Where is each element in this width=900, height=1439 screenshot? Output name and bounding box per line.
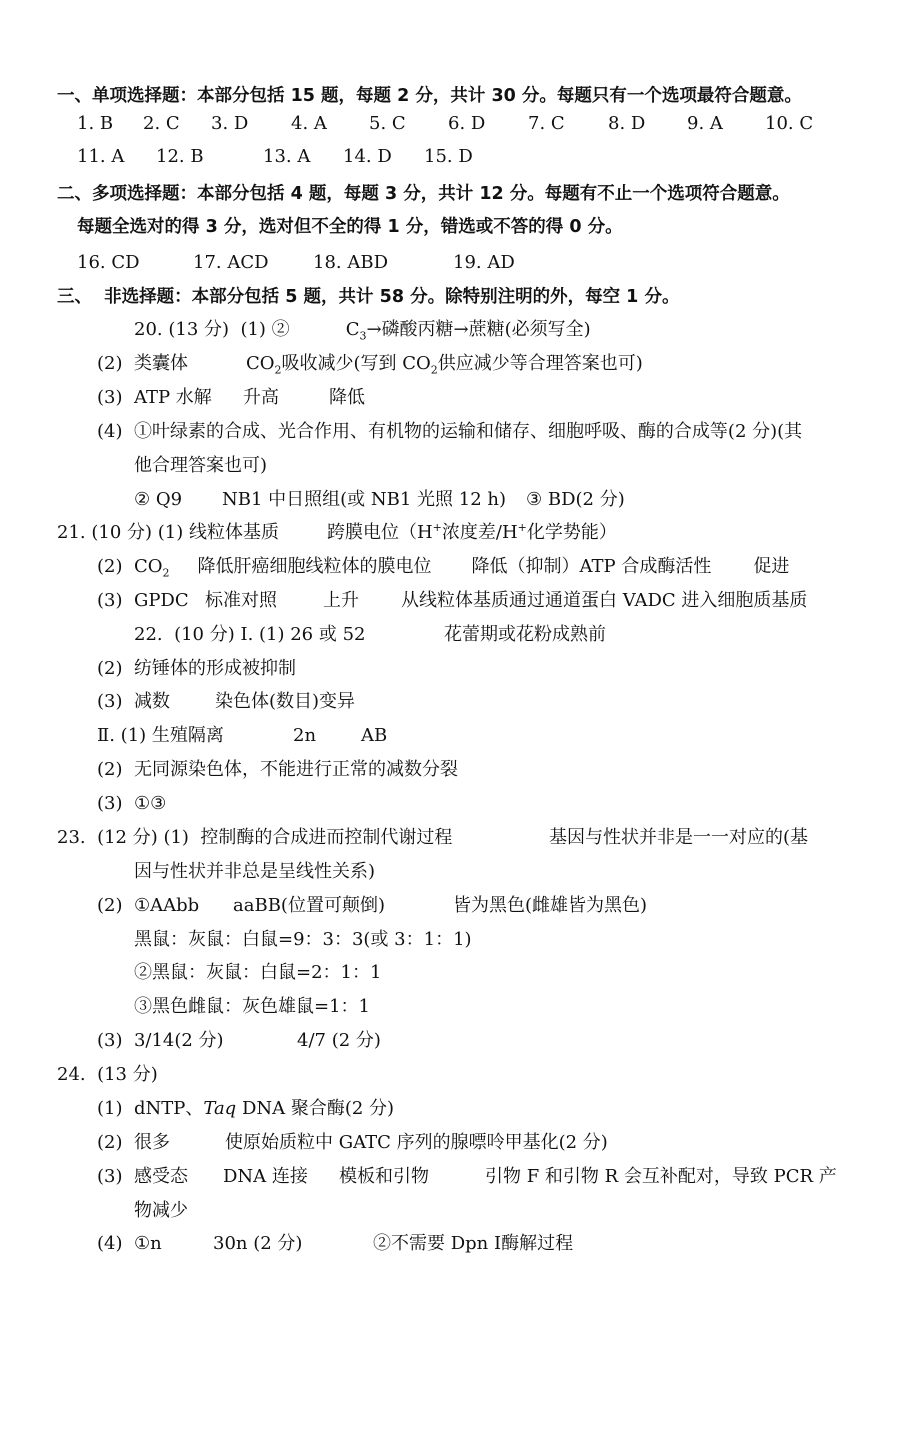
q23-line-1: 23. (12 分) (1) 控制酶的合成进而控制代谢过程 基因与性状并非是一一对应的(基 (57, 827, 809, 848)
q20-line-1 (134, 318, 591, 342)
answer-item: 12. B (156, 146, 204, 167)
answer-item: 3. D (211, 113, 249, 134)
q20-line-5: ② Q9 NB1 中日照组(或 NB1 光照 12 h) ③ BD(2 分) (134, 489, 625, 510)
section-2-answers (77, 251, 515, 275)
answer-item: 11. A (77, 146, 125, 167)
answer-item: 1. B (77, 113, 114, 134)
answer-item: 15. D (424, 146, 473, 167)
q24-line-0: 24. (13 分) (57, 1064, 158, 1085)
answer-item: 19. AD (453, 252, 515, 273)
answer-item: 9. A (687, 113, 723, 134)
q22-line-6: (3) ①③ (97, 793, 167, 814)
answer-item: 17. ACD (193, 252, 269, 273)
q23-line-5: ③黑色雌鼠：灰色雄鼠=1：1 (134, 996, 370, 1017)
q23-line-3: 黑鼠：灰鼠：白鼠=9：3：3(或 3：1：1) (134, 929, 472, 950)
q24-line-4: (4) ①n 30n (2 分) ②不需要 Dpn Ⅰ酶解过程 (97, 1233, 574, 1254)
q21-line-1: 21. (10 分) (1) 线粒体基质 跨膜电位（H+浓度差/H+化学势能） (57, 521, 617, 543)
q20-part: 20. (13 分) (1) ② (134, 319, 290, 340)
q21-line-3: (3) GPDC 标准对照 上升 从线粒体基质通过通道蛋白 VADC 进入细胞质基质 (97, 590, 808, 611)
formula: $C_3\to$磷酸丙糖→蔗糖(必须写全) (345, 319, 591, 343)
q20-line-4: (4) ①叶绿素的合成、光合作用、有机物的运输和储存、细胞呼吸、酶的合成等(2 分)(其 (97, 421, 803, 442)
answer-item: 4. A (291, 113, 327, 134)
section-1-answers-row-2 (77, 145, 473, 169)
section-1-answers-row-1 (77, 112, 813, 136)
q22-line-3: (3) 减数 染色体(数目)变异 (97, 691, 356, 712)
answer-item: 8. D (608, 113, 646, 134)
answer-item: 2. C (143, 113, 180, 134)
answer-item: 14. D (343, 146, 392, 167)
q22-line-5: (2) 无同源染色体，不能进行正常的减数分裂 (97, 759, 458, 780)
answer-item: 18. ABD (313, 252, 389, 273)
q23-line-2: (2) ①AAbb aaBB(位置可颠倒) 皆为黑色(雌雄皆为黑色) (97, 895, 648, 916)
q24-line-1: (1) dNTP、Taq DNA 聚合酶(2 分) (97, 1098, 395, 1119)
q22-line-2: (2) 纺锤体的形成被抑制 (97, 658, 296, 679)
answer-item: 5. C (369, 113, 406, 134)
q24-line-3-cont: 物减少 (134, 1200, 188, 1221)
q23-line-4: ②黑鼠：灰鼠：白鼠=2：1：1 (134, 962, 382, 983)
q24-line-3: (3) 感受态 DNA 连接 模板和引物 引物 F 和引物 R 会互补配对，导致 PCR 产 (97, 1166, 837, 1187)
q23-line-6: (3) 3/14(2 分) 4/7 (2 分) (97, 1030, 381, 1051)
q20-line-4-cont: 他合理答案也可) (134, 455, 268, 476)
answer-item: 6. D (448, 113, 486, 134)
q24-line-2: (2) 很多 使原始质粒中 GATC 序列的腺嘌呤甲基化(2 分) (97, 1132, 608, 1153)
section-2-title: 二、多项选择题：本部分包括 4 题，每题 3 分，共计 12 分。每题有不止一个选项符合题意。 (57, 184, 790, 204)
answer-item: 16. CD (77, 252, 140, 273)
q22-line-4: Ⅱ. (1) 生殖隔离 2n AB (97, 725, 388, 746)
answer-item: 13. A (263, 146, 311, 167)
answer-item: 10. C (765, 113, 814, 134)
section-2-title-cont: 每题全选对的得 3 分，选对但不全的得 1 分，错选或不答的得 0 分。 (77, 217, 623, 237)
section-1-title: 一、单项选择题：本部分包括 15 题，每题 2 分，共计 30 分。每题只有一个选项最符合题意。 (57, 86, 802, 106)
q20-line-2: (2) 类囊体 $CO_2$吸收减少(写到 $CO_2$供应减少等合理答案也可) (97, 353, 643, 377)
q22-line-1: 22. (10 分) Ⅰ. (1) 26 或 52 花蕾期或花粉成熟前 (134, 624, 606, 645)
q21-line-2: (2) $CO_2$ 降低肝癌细胞线粒体的膜电位 降低（抑制）ATP 合成酶活性 促进 (97, 556, 790, 580)
answer-item: 7. C (528, 113, 565, 134)
q23-line-1-cont: 因与性状并非总是呈线性关系) (134, 861, 376, 882)
q20-line-3: (3) ATP 水解 升高 降低 (97, 387, 365, 408)
section-3-title: 三、 非选择题：本部分包括 5 题，共计 58 分。除特别注明的外，每空 1 分。 (57, 287, 680, 307)
